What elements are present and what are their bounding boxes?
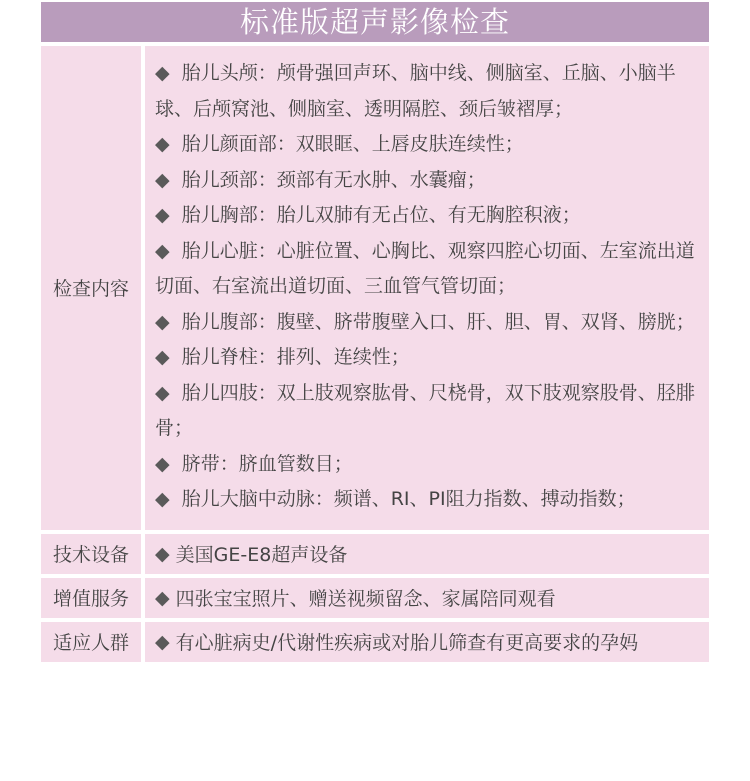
- diamond-bullet-icon: ◆: [155, 168, 170, 191]
- page-title: 标准版超声影像检查: [41, 2, 709, 42]
- exam-content-list: [145, 46, 709, 530]
- exam-item-face: ◆ 胎儿颜面部：双眼眶、上唇皮肤连续性；: [155, 133, 524, 155]
- diamond-bullet-icon: ◆: [155, 204, 170, 226]
- value-added-value: ◆ 四张宝宝照片、赠送视频留念、家属陪同观看: [145, 578, 709, 618]
- exam-package-sheet: [41, 0, 709, 662]
- section-label-equipment: 技术设备: [41, 534, 141, 574]
- section-label-exam-content: 检查内容: [41, 46, 141, 530]
- section-target-group: [41, 622, 709, 662]
- diamond-bullet-icon: ◆: [155, 381, 170, 404]
- diamond-bullet-icon: ◆: [155, 586, 170, 609]
- diamond-bullet-icon: ◆: [155, 452, 170, 475]
- diamond-bullet-icon: ◆: [155, 488, 170, 510]
- exam-item-umbilical: ◆ 脐带：脐血管数目；: [155, 452, 353, 475]
- diamond-bullet-icon: ◆: [155, 133, 170, 155]
- section-label-target-group: 适应人群: [41, 622, 141, 662]
- equipment-value: ◆ 美国GE-E8超声设备: [145, 534, 709, 574]
- diamond-bullet-icon: ◆: [155, 630, 170, 653]
- diamond-bullet-icon: ◆: [155, 62, 170, 84]
- diamond-bullet-icon: ◆: [155, 346, 170, 368]
- section-exam-content: [41, 46, 709, 530]
- diamond-bullet-icon: ◆: [155, 310, 170, 333]
- section-equipment: [41, 534, 709, 574]
- exam-item-mca: ◆ 胎儿大脑中动脉：频谱、RI、PI阻力指数、搏动指数；: [155, 488, 636, 510]
- diamond-bullet-icon: ◆: [155, 239, 170, 262]
- exam-item-heart: ◆ 胎儿心脏：心脏位置、心胸比、观察四腔心切面、左室流出道切面、右室流出道切面、三血管气管切面；: [155, 239, 695, 297]
- exam-item-limbs: ◆ 胎儿四肢：双上肢观察肱骨、尺桡骨，双下肢观察股骨、胫腓骨；: [155, 381, 695, 439]
- exam-item-abdomen: ◆ 胎儿腹部：腹壁、脐带腹壁入口、肝、胆、胃、双肾、膀胱；: [155, 310, 695, 333]
- section-label-value-added: 增值服务: [41, 578, 141, 618]
- section-value-added: [41, 578, 709, 618]
- exam-item-neck: ◆ 胎儿颈部：颈部有无水肿、水囊瘤；: [155, 168, 486, 191]
- exam-item-head: ◆ 胎儿头颅：颅骨强回声环、脑中线、侧脑室、丘脑、小脑半球、后颅窝池、侧脑室、透明隔腔、颈后皱褶厚；: [155, 62, 676, 120]
- diamond-bullet-icon: ◆: [155, 542, 170, 565]
- exam-item-spine: ◆ 胎儿脊柱：排列、连续性；: [155, 346, 410, 368]
- target-group-value: ◆ 有心脏病史/代谢性疾病或对胎儿筛查有更高要求的孕妈: [145, 622, 709, 662]
- exam-item-chest: ◆ 胎儿胸部：胎儿双肺有无占位、有无胸腔积液；: [155, 204, 581, 226]
